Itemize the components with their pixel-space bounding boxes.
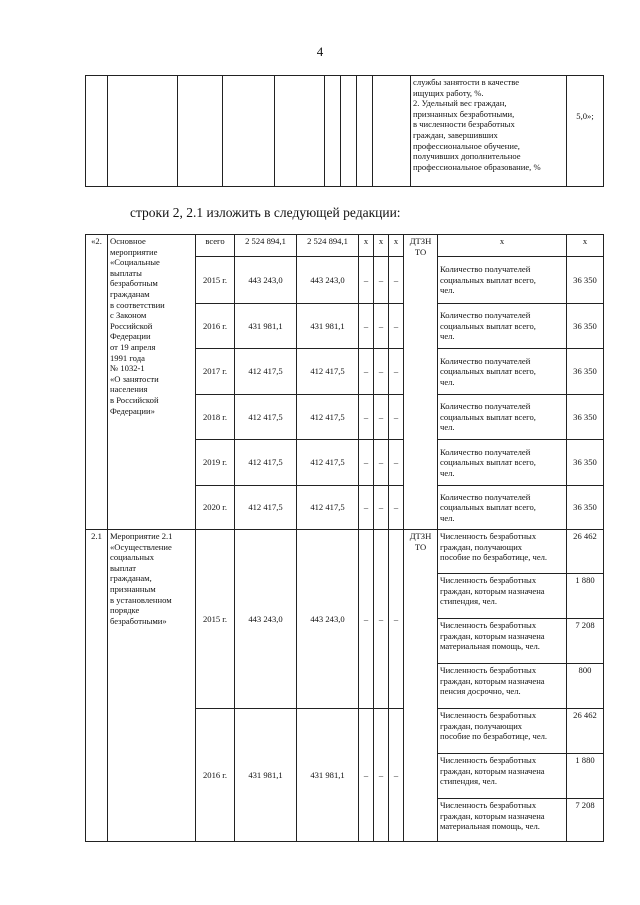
dash: – bbox=[374, 709, 389, 842]
dash: – bbox=[389, 349, 404, 395]
indicator-text: Количество получателей социальных выплат всего, чел. bbox=[438, 304, 567, 349]
dash: – bbox=[359, 440, 374, 486]
dash: – bbox=[374, 440, 389, 486]
amount-b: 431 981,1 bbox=[297, 709, 359, 842]
dash: – bbox=[389, 440, 404, 486]
dash: – bbox=[374, 395, 389, 440]
amount-a: 431 981,1 bbox=[235, 709, 297, 842]
dash: – bbox=[389, 304, 404, 349]
executor: ДТЗН ТО bbox=[404, 530, 438, 842]
indicator-value: 26 462 bbox=[567, 530, 604, 574]
year: 2018 г. bbox=[196, 395, 235, 440]
dash: – bbox=[359, 395, 374, 440]
top-fragment-table bbox=[85, 75, 604, 187]
dash: – bbox=[359, 709, 374, 842]
indicator-text: Количество получателей социальных выплат всего, чел. bbox=[438, 349, 567, 395]
amount-b: 412 417,5 bbox=[297, 486, 359, 530]
indicator-text: Численность безработных граждан, которым назначена стипендия, чел. bbox=[438, 574, 567, 619]
dash: – bbox=[374, 486, 389, 530]
indicator-value: 5,0»; bbox=[567, 76, 604, 187]
indicator-text: Количество получателей социальных выплат всего, чел. bbox=[438, 395, 567, 440]
year: 2016 г. bbox=[196, 709, 235, 842]
year: 2015 г. bbox=[196, 530, 235, 709]
dash: – bbox=[374, 349, 389, 395]
dash: – bbox=[359, 530, 374, 709]
indicator-value: 36 350 bbox=[567, 257, 604, 304]
dash: – bbox=[359, 257, 374, 304]
cell-x: х bbox=[438, 235, 567, 257]
amount-b: 443 243,0 bbox=[297, 257, 359, 304]
executor: ДТЗН ТО bbox=[404, 235, 438, 530]
dash: – bbox=[389, 257, 404, 304]
row-number: «2. bbox=[86, 235, 108, 530]
total-amount-b: 2 524 894,1 bbox=[297, 235, 359, 257]
dash: – bbox=[389, 709, 404, 842]
amount-a: 412 417,5 bbox=[235, 349, 297, 395]
year: 2020 г. bbox=[196, 486, 235, 530]
indicator-value: 36 350 bbox=[567, 349, 604, 395]
indicator-text: Численность безработных граждан, получающих пособие по безработице, чел. bbox=[438, 709, 567, 754]
activity-name: Мероприятие 2.1 «Осуществление социальных выплат гражданам, признанным в установленном порядке безработными» bbox=[108, 530, 196, 842]
dash: – bbox=[359, 349, 374, 395]
cell-x: х bbox=[359, 235, 374, 257]
indicator-text: Численность безработных граждан, получающих пособие по безработице, чел. bbox=[438, 530, 567, 574]
indicator-value: 36 350 bbox=[567, 395, 604, 440]
amount-a: 443 243,0 bbox=[235, 530, 297, 709]
section-heading: строки 2, 2.1 изложить в следующей редакции: bbox=[130, 205, 401, 220]
amount-a: 412 417,5 bbox=[235, 486, 297, 530]
indicator-value: 36 350 bbox=[567, 486, 604, 530]
indicator-text: Численность безработных граждан, которым назначена стипендия, чел. bbox=[438, 754, 567, 799]
total-amount-a: 2 524 894,1 bbox=[235, 235, 297, 257]
dash: – bbox=[389, 530, 404, 709]
amount-b: 412 417,5 bbox=[297, 395, 359, 440]
page-number: 4 bbox=[316, 44, 324, 59]
indicator-text: Количество получателей социальных выплат всего, чел. bbox=[438, 257, 567, 304]
dash: – bbox=[389, 486, 404, 530]
indicator-text: Численность безработных граждан, которым назначена материальная помощь, чел. bbox=[438, 799, 567, 842]
indicator-text: службы занятости в качестве ищущих работу, %. 2. Удельный вес граждан, признанных безработными, в численности безработных граждан, завершивших профессиональное обучение, получивших дополнительное профессиональное образование, % bbox=[411, 76, 567, 187]
dash: – bbox=[374, 304, 389, 349]
year: 2019 г. bbox=[196, 440, 235, 486]
amount-b: 443 243,0 bbox=[297, 530, 359, 709]
dash: – bbox=[359, 304, 374, 349]
main-table bbox=[85, 234, 604, 842]
year: 2015 г. bbox=[196, 257, 235, 304]
indicator-value: 1 880 bbox=[567, 754, 604, 799]
amount-b: 431 981,1 bbox=[297, 304, 359, 349]
activity-name: Основное мероприятие «Социальные выплаты безработным гражданам в соответствии с Законом Российской Федерации от 19 апреля 1991 года № 1032-1 «О занятости населения в Российской Федерации» bbox=[108, 235, 196, 530]
indicator-text: Численность безработных граждан, которым назначена материальная помощь, чел. bbox=[438, 619, 567, 664]
amount-b: 412 417,5 bbox=[297, 349, 359, 395]
cell-x: х bbox=[389, 235, 404, 257]
year: 2017 г. bbox=[196, 349, 235, 395]
year: 2016 г. bbox=[196, 304, 235, 349]
indicator-text: Количество получателей социальных выплат всего, чел. bbox=[438, 486, 567, 530]
dash: – bbox=[389, 395, 404, 440]
amount-a: 443 243,0 bbox=[235, 257, 297, 304]
indicator-text: Численность безработных граждан, которым назначена пенсия досрочно, чел. bbox=[438, 664, 567, 709]
indicator-value: 26 462 bbox=[567, 709, 604, 754]
dash: – bbox=[374, 257, 389, 304]
indicator-value: 7 208 bbox=[567, 619, 604, 664]
indicator-value: 1 880 bbox=[567, 574, 604, 619]
amount-a: 431 981,1 bbox=[235, 304, 297, 349]
indicator-text: Количество получателей социальных выплат всего, чел. bbox=[438, 440, 567, 486]
amount-a: 412 417,5 bbox=[235, 440, 297, 486]
indicator-value: 36 350 bbox=[567, 304, 604, 349]
indicator-value: 800 bbox=[567, 664, 604, 709]
cell-x: х bbox=[374, 235, 389, 257]
dash: – bbox=[374, 530, 389, 709]
cell-x: х bbox=[567, 235, 604, 257]
total-label: всего bbox=[196, 235, 235, 257]
indicator-value: 36 350 bbox=[567, 440, 604, 486]
indicator-value: 7 208 bbox=[567, 799, 604, 842]
amount-b: 412 417,5 bbox=[297, 440, 359, 486]
dash: – bbox=[359, 486, 374, 530]
row-number: 2.1 bbox=[86, 530, 108, 842]
amount-a: 412 417,5 bbox=[235, 395, 297, 440]
